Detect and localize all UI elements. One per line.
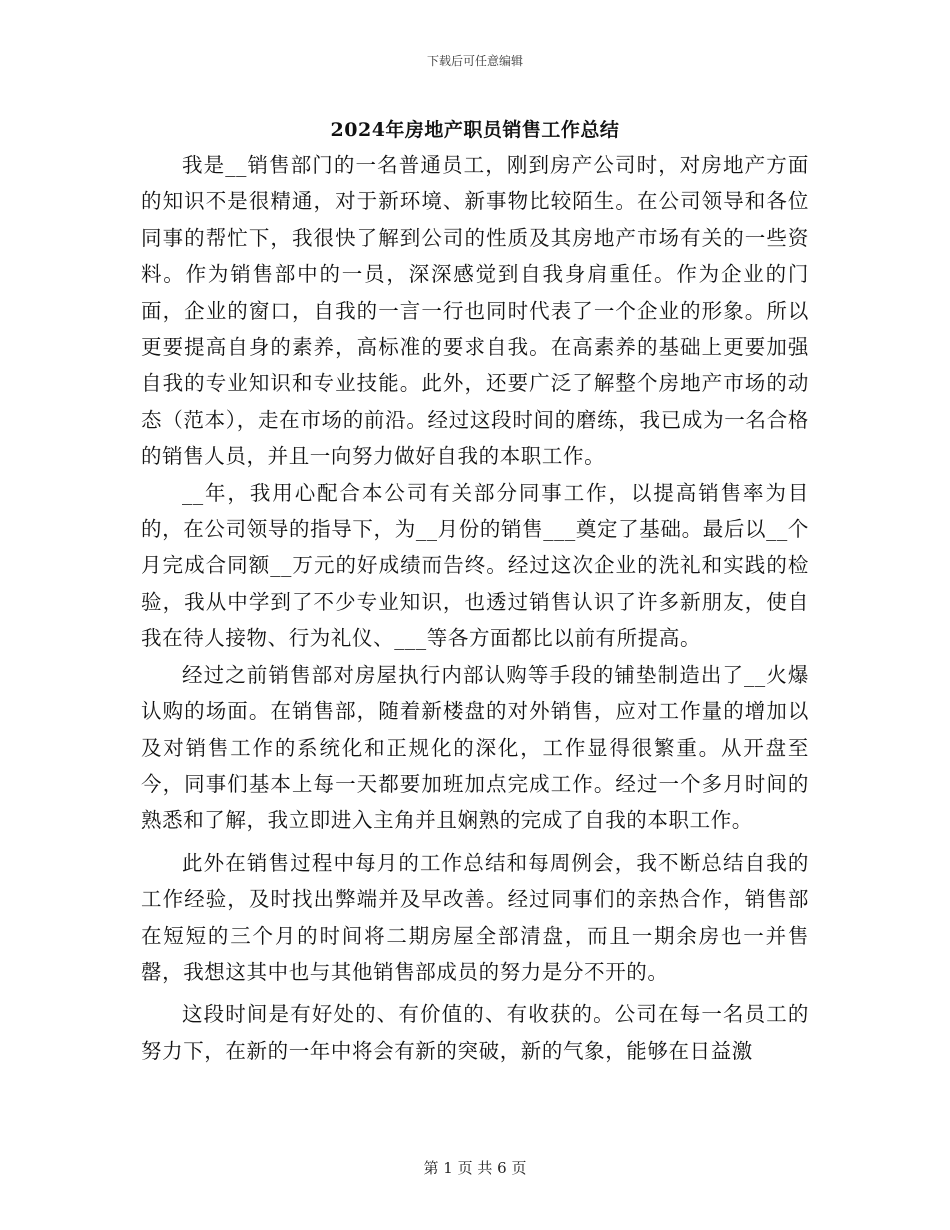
header-note: 下载后可任意编辑	[426, 54, 523, 68]
document-title: 2024年房地产职员销售工作总结	[330, 119, 620, 141]
paragraph-4: 此外在销售过程中每月的工作总结和每周例会，我不断总结自我的工作经验，及时找出弊端并及早改善。经过同事们的亲热合作，销售部在短短的三个月的时间将二期房屋全部清盘，而且一期余房也一并售罄，我想这其中也与其他销售部成员的努力是分不开的。	[141, 850, 809, 984]
paragraph-5: 这段时间是有好处的、有价值的、有收获的。公司在每一名员工的努力下，在新的一年中将会有新的突破，新的气象，能够在日益激	[141, 1002, 809, 1063]
document-body	[141, 147, 809, 1069]
page-number-footer: 第 1 页 共 6 页	[423, 1159, 527, 1177]
paragraph-1: 我是__销售部门的一名普通员工，刚到房产公司时，对房地产方面的知识不是很精通，对于新环境、新事物比较陌生。在公司领导和各位同事的帮忙下，我很快了解到公司的性质及其房地产市场有关的一些资料。作为销售部中的一员，深深感觉到自我身肩重任。作为企业的门面，企业的窗口，自我的一言一行也同时代表了一个企业的形象。所以更要提高自身的素养，高标准的要求自我。在高素养的基础上更要加强自我的专业知识和专业技能。此外，还要广泛了解整个房地产市场的动态（范本），走在市场的前沿。经过这段时间的磨练，我已成为一名合格的销售人员，并且一向努力做好自我的本职工作。	[141, 153, 809, 469]
paragraph-2: __年，我用心配合本公司有关部分同事工作，以提高销售率为目的，在公司领导的指导下，为__月份的销售___奠定了基础。最后以__个月完成合同额__万元的好成绩而告终。经过这次企业的洗礼和实践的检验，我从中学到了不少专业知识，也透过销售认识了许多新朋友，使自我在待人接物、行为礼仪、___等各方面都比以前有所提高。	[141, 480, 809, 651]
paragraph-3: 经过之前销售部对房屋执行内部认购等手段的铺垫制造出了__火爆认购的场面。在销售部，随着新楼盘的对外销售，应对工作量的增加以及对销售工作的系统化和正规化的深化，工作显得很繁重。从开盘至今，同事们基本上每一天都要加班加点完成工作。经过一个多月时间的熟悉和了解，我立即进入主角并且娴熟的完成了自我的本职工作。	[141, 662, 809, 833]
